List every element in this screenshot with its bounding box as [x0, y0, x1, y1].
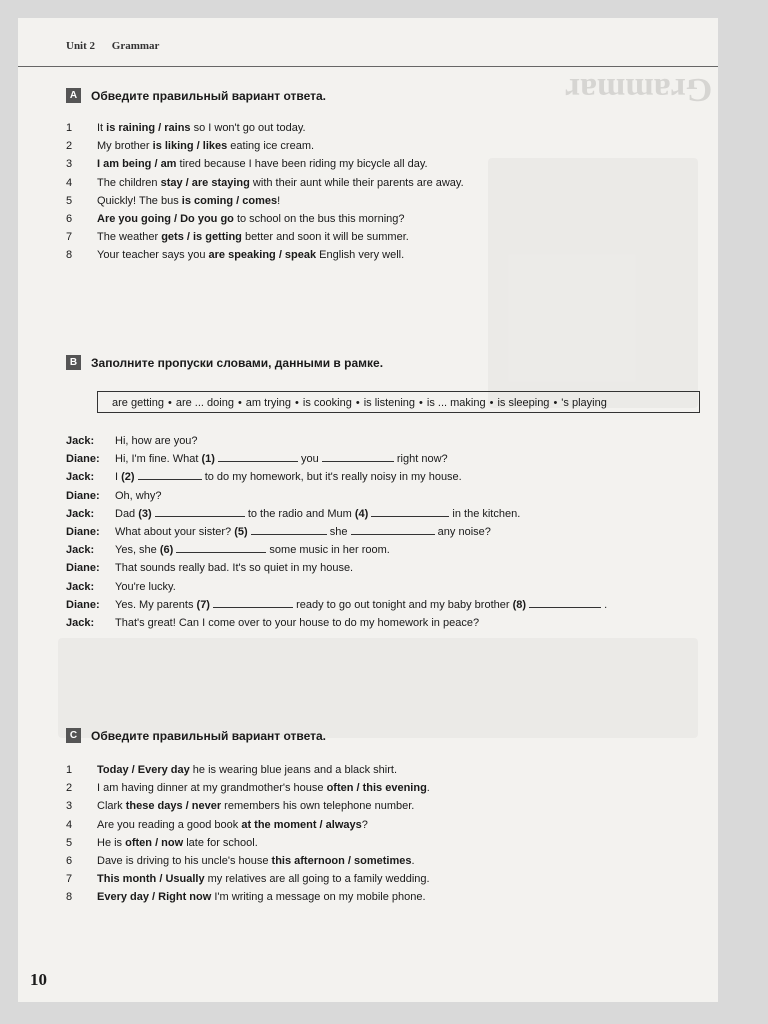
section-c-list [66, 761, 430, 907]
list-item [66, 761, 430, 779]
item-text: Are you reading a good book [97, 818, 242, 831]
bleed-through-title: Grammar [564, 71, 712, 108]
dialogue-text: she [326, 525, 351, 538]
blank-field[interactable] [251, 523, 327, 535]
list-item [66, 228, 464, 246]
dialogue-line [66, 523, 607, 541]
list-item [66, 246, 464, 264]
item-number: 3 [66, 158, 73, 171]
gap-number: (4) [354, 507, 369, 520]
item-text: late for school. [183, 836, 258, 849]
blank-field[interactable] [529, 596, 601, 608]
dialogue-text: Yes, she [115, 544, 160, 557]
item-text: Quickly! The bus [97, 194, 182, 207]
blank-field[interactable] [351, 523, 435, 535]
dialogue-text: That's great! Can I come over to your house to do my homework in peace? [115, 616, 480, 629]
answer-choice[interactable]: this afternoon / sometimes [271, 854, 412, 867]
speaker-name: Jack: [66, 435, 95, 447]
answer-choice[interactable]: Are you going / Do you go [97, 212, 234, 225]
dialogue-line [66, 468, 607, 486]
speaker-name: Jack: [66, 471, 95, 484]
dialogue-line [66, 541, 607, 559]
speaker-name: Diane: [66, 453, 100, 466]
bleed-through-panel [488, 158, 698, 408]
list-item [66, 192, 464, 210]
answer-choice[interactable]: often / now [125, 836, 184, 849]
section-b-instruction: Заполните пропуски словами, данными в рамке. [91, 355, 384, 370]
item-text: eating ice cream. [227, 140, 315, 153]
unit-label: Unit 2 [66, 40, 96, 52]
item-text: Dave is driving to his uncle's house [97, 854, 272, 867]
separator-dot: • [489, 397, 494, 409]
list-item [66, 834, 430, 852]
box-word: is ... making [426, 397, 486, 409]
item-number: 7 [66, 873, 73, 886]
gap-number: (1) [201, 453, 215, 466]
dialogue-line [66, 487, 607, 505]
section-a-instruction: Обведите правильный вариант ответа. [91, 88, 326, 103]
box-word: am trying [245, 397, 292, 409]
list-item [66, 779, 430, 797]
list-item [66, 174, 464, 192]
dialogue [66, 432, 607, 632]
list-item [66, 888, 430, 906]
item-text: I'm writing a message on my mobile phone. [211, 891, 426, 904]
dialogue-text: Hi, how are you? [115, 435, 198, 447]
item-number: 2 [66, 782, 73, 795]
answer-choice[interactable]: these days / never [125, 800, 222, 813]
speaker-name: Jack: [66, 580, 95, 593]
header-rule [18, 66, 718, 67]
blank-field[interactable] [176, 541, 266, 553]
speaker-name: Diane: [66, 489, 100, 502]
blank-field[interactable] [371, 505, 449, 517]
dialogue-line [66, 432, 607, 450]
item-text: tired because I have been riding my bicycle all day. [176, 158, 428, 171]
item-text: The children [97, 176, 161, 189]
dialogue-text: . [601, 598, 608, 611]
dialogue-text: I [115, 471, 122, 484]
answer-choice[interactable]: often / this evening [326, 782, 427, 795]
item-text: my relatives are all going to a family wedding. [204, 873, 430, 886]
box-word: is sleeping [497, 397, 550, 409]
item-text: It [97, 122, 107, 134]
item-text: I am having dinner at my grandmother's house [97, 782, 327, 795]
item-text: ? [361, 818, 368, 831]
dialogue-text: you [297, 453, 322, 466]
speaker-name: Jack: [66, 544, 95, 557]
speaker-name: Jack: [66, 507, 95, 520]
section-a-heading [66, 88, 326, 106]
dialogue-text: You're lucky. [115, 580, 176, 593]
answer-choice[interactable]: Today / Every day [97, 764, 190, 776]
item-number: 2 [66, 140, 73, 153]
separator-dot: • [167, 397, 172, 409]
box-word: is listening [363, 397, 416, 409]
dialogue-text: in the kitchen. [449, 507, 521, 520]
answer-choice[interactable]: is liking / likes [152, 140, 228, 153]
gap-number: (3) [138, 507, 152, 520]
bleed-through-panel [58, 638, 698, 738]
dialogue-text: right now? [393, 453, 448, 466]
item-text: so I won't go out today. [190, 122, 306, 134]
workbook-page [18, 18, 718, 1002]
item-number: 4 [66, 176, 73, 189]
gap-number: (6) [159, 544, 174, 557]
item-number: 5 [66, 194, 73, 207]
item-number: 8 [66, 891, 73, 904]
item-number: 6 [66, 854, 73, 867]
answer-choice[interactable]: at the moment / always [241, 818, 362, 831]
section-label: Grammar [111, 40, 160, 52]
item-text: remembers his own telephone number. [221, 800, 415, 813]
item-number: 5 [66, 836, 73, 849]
dialogue-text: Hi, I'm fine. What [115, 453, 202, 466]
gap-number: (2) [121, 471, 135, 484]
gap-number: (8) [512, 598, 527, 611]
section-b-heading [66, 355, 383, 373]
blank-field[interactable] [155, 505, 245, 517]
answer-choice[interactable]: Every day / Right now [97, 891, 212, 904]
item-number: 1 [66, 122, 73, 134]
separator-dot: • [295, 397, 299, 409]
item-number: 6 [66, 212, 73, 225]
dialogue-text: Oh, why? [115, 489, 162, 502]
section-a-badge: A [66, 88, 81, 103]
answer-choice[interactable]: is coming / comes [181, 194, 278, 207]
speaker-name: Diane: [66, 525, 100, 538]
item-number: 8 [66, 249, 73, 262]
list-item [66, 870, 430, 888]
word-box [97, 391, 700, 413]
item-text: He is [97, 836, 126, 849]
answer-choice[interactable]: stay / are staying [160, 176, 250, 189]
dialogue-line [66, 450, 607, 468]
item-number: 3 [66, 800, 73, 813]
dialogue-line [66, 505, 607, 523]
dialogue-text: some music in her room. [266, 544, 390, 557]
box-word: is cooking [302, 397, 352, 409]
list-item [66, 797, 430, 815]
item-text: to school on the bus this morning? [233, 212, 405, 225]
blank-field[interactable] [138, 468, 202, 480]
separator-dot: • [237, 397, 242, 409]
item-text: with their aunt while their parents are away. [249, 176, 464, 189]
answer-choice[interactable]: gets / is getting [161, 231, 242, 244]
item-number: 1 [66, 764, 73, 776]
section-c-badge: C [66, 728, 81, 743]
item-text: . [426, 782, 430, 795]
list-item [66, 852, 430, 870]
speaker-name: Jack: [66, 616, 95, 629]
separator-dot: • [355, 397, 360, 409]
speaker-name: Diane: [66, 562, 100, 575]
list-item [66, 155, 464, 173]
item-text: The weather [97, 231, 162, 244]
item-number: 7 [66, 231, 73, 244]
page-header [66, 40, 716, 52]
blank-field[interactable] [213, 596, 293, 608]
section-a-list [66, 119, 464, 265]
list-item [66, 210, 464, 228]
speaker-name: Diane: [66, 598, 100, 611]
list-item [66, 119, 464, 137]
box-word: 's playing [561, 397, 607, 409]
answer-choice[interactable]: This month / Usually [97, 873, 205, 886]
answer-choice[interactable]: I am being / am [97, 158, 177, 171]
answer-choice[interactable]: are speaking / speak [208, 249, 317, 262]
dialogue-text: Yes. My parents [115, 598, 197, 611]
blank-field[interactable] [322, 450, 394, 462]
dialogue-line [66, 578, 607, 596]
item-number: 4 [66, 818, 73, 831]
list-item [66, 816, 430, 834]
box-word: are getting [112, 397, 164, 409]
section-b-badge: B [66, 355, 81, 370]
dialogue-text: Dad [115, 507, 139, 520]
dialogue-text: ready to go out tonight and my baby brother [293, 598, 513, 611]
item-text: he is wearing blue jeans and a black shirt. [189, 764, 398, 776]
box-word: are ... doing [175, 397, 234, 409]
dialogue-line [66, 559, 607, 577]
dialogue-text: That sounds really bad. It's so quiet in my house. [115, 562, 354, 575]
answer-choice[interactable]: is raining / rains [106, 122, 191, 134]
item-text: ! [277, 194, 281, 207]
dialogue-text: any noise? [434, 525, 491, 538]
separator-dot: • [553, 397, 558, 409]
gap-number: (5) [234, 525, 248, 538]
dialogue-line [66, 614, 607, 632]
blank-field[interactable] [218, 450, 298, 462]
gap-number: (7) [196, 598, 210, 611]
dialogue-text: to do my homework, but it's really noisy in my house. [201, 471, 462, 484]
dialogue-line [66, 596, 607, 614]
separator-dot: • [419, 397, 423, 409]
item-text: Your teacher says you [97, 249, 209, 262]
section-c-heading [66, 728, 326, 746]
item-text: My brother [97, 140, 153, 153]
item-text: . [411, 854, 415, 867]
dialogue-text: to the radio and Mum [244, 507, 355, 520]
item-text: Clark [97, 800, 126, 813]
dialogue-text: What about your sister? [115, 525, 235, 538]
section-c-instruction: Обведите правильный вариант ответа. [91, 728, 326, 743]
item-text: better and soon it will be summer. [241, 231, 409, 244]
page-number: 10 [30, 970, 47, 989]
item-text: English very well. [316, 249, 405, 262]
list-item [66, 137, 464, 155]
